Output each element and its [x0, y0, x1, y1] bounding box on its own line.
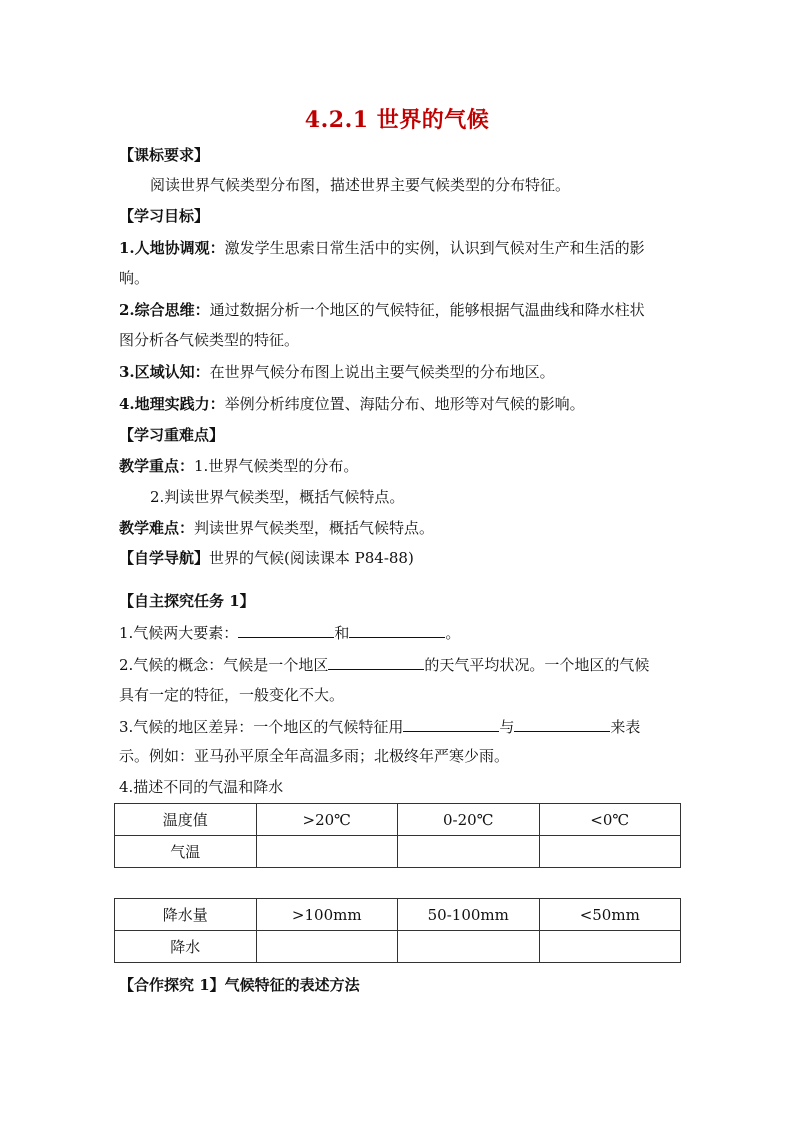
answer-blank[interactable]: [349, 622, 445, 638]
task1-heading: 【自主探究任务 1】: [119, 592, 255, 610]
answer-cell[interactable]: [256, 931, 398, 963]
question-3-text-c: 来表: [610, 718, 641, 736]
key-point-label: 教学重点：: [119, 457, 195, 475]
question-2-text-b: 的天气平均状况。一个地区的气候: [424, 656, 650, 674]
question-1: [119, 622, 679, 643]
question-3-and: 与: [499, 718, 515, 736]
mubiao-heading: 【学习目标】: [119, 207, 210, 225]
difficulty-label: 教学难点：: [119, 519, 195, 537]
question-1-and: 和: [334, 624, 350, 642]
table-header-cell: <0℃: [539, 804, 681, 836]
question-1-end: 。: [445, 624, 461, 642]
answer-cell[interactable]: [539, 931, 681, 963]
key-point-line: [119, 456, 679, 476]
zhongnan-heading: 【学习重难点】: [119, 426, 225, 444]
question-4: 4.描述不同的气温和降水: [119, 778, 284, 796]
table-header-cell: 温度值: [115, 804, 257, 836]
table-header-cell: 降水量: [115, 899, 257, 931]
question-1-text: 1.气候两大要素：: [119, 624, 239, 642]
table-header-cell: >20℃: [256, 804, 398, 836]
goal-item-4: [119, 394, 679, 414]
kebiao-heading: 【课标要求】: [119, 146, 210, 164]
table-header-cell: >100mm: [256, 899, 398, 931]
goal-label: 3.区域认知：: [119, 363, 210, 381]
daohang-text: 世界的气候(阅读课本 P84-88): [209, 549, 414, 567]
goal-item-1: [119, 238, 679, 258]
goal-item-2: [119, 300, 679, 320]
difficulty-line: [119, 518, 679, 538]
goal-text: 激发学生思索日常生活中的实例，认识到气候对生产和生活的影: [224, 239, 645, 257]
answer-cell[interactable]: [398, 836, 540, 868]
key-point-1: 1.世界气候类型的分布。: [194, 457, 359, 475]
question-2: [119, 654, 679, 675]
answer-cell[interactable]: [539, 836, 681, 868]
answer-cell[interactable]: [256, 836, 398, 868]
question-3-cont: 示。例如：亚马孙平原全年高温多雨；北极终年严寒少雨。: [119, 747, 510, 765]
goal-label: 2.综合思维：: [119, 301, 210, 319]
goal-item-3: [119, 362, 679, 382]
table-row: [115, 836, 681, 868]
table-header-cell: 0-20℃: [398, 804, 540, 836]
goal-item-1-cont: 响。: [119, 269, 150, 287]
table-header-cell: <50mm: [539, 899, 681, 931]
question-2-cont: 具有一定的特征，一般变化不大。: [119, 686, 345, 704]
question-3-text: 3.气候的地区差异：一个地区的气候特征用: [119, 718, 404, 736]
goal-text: 举例分析纬度位置、海陆分布、地形等对气候的影响。: [224, 395, 585, 413]
question-2-text: 2.气候的概念：气候是一个地区: [119, 656, 329, 674]
answer-blank[interactable]: [328, 654, 424, 670]
answer-blank[interactable]: [514, 716, 610, 732]
hezuo-heading: 【合作探究 1】气候特征的表述方法: [119, 976, 360, 994]
table-row-label: 降水: [115, 931, 257, 963]
table-row-label: 气温: [115, 836, 257, 868]
kebiao-text: 阅读世界气候类型分布图，描述世界主要气候类型的分布特征。: [150, 176, 571, 194]
goal-label: 1.人地协调观：: [119, 239, 225, 257]
question-3: [119, 716, 679, 737]
answer-cell[interactable]: [398, 931, 540, 963]
table-row: [115, 899, 681, 931]
table-row: [115, 931, 681, 963]
goal-text: 在世界气候分布图上说出主要气候类型的分布地区。: [209, 363, 555, 381]
page-title: 4.2.1 世界的气候: [304, 107, 490, 133]
goal-item-2-cont: 图分析各气候类型的特征。: [119, 331, 300, 349]
table-header-cell: 50-100mm: [398, 899, 540, 931]
goal-text: 通过数据分析一个地区的气候特征，能够根据气温曲线和降水柱状: [209, 301, 645, 319]
temperature-table: [114, 803, 681, 868]
daohang-line: [119, 548, 679, 568]
table-row: [115, 804, 681, 836]
key-point-2: 2.判读世界气候类型，概括气候特点。: [150, 488, 405, 506]
difficulty-text: 判读世界气候类型，概括气候特点。: [194, 519, 435, 537]
answer-blank[interactable]: [403, 716, 499, 732]
goal-label: 4.地理实践力：: [119, 395, 225, 413]
answer-blank[interactable]: [238, 622, 334, 638]
precipitation-table: [114, 898, 681, 963]
daohang-heading: 【自学导航】: [119, 549, 210, 567]
